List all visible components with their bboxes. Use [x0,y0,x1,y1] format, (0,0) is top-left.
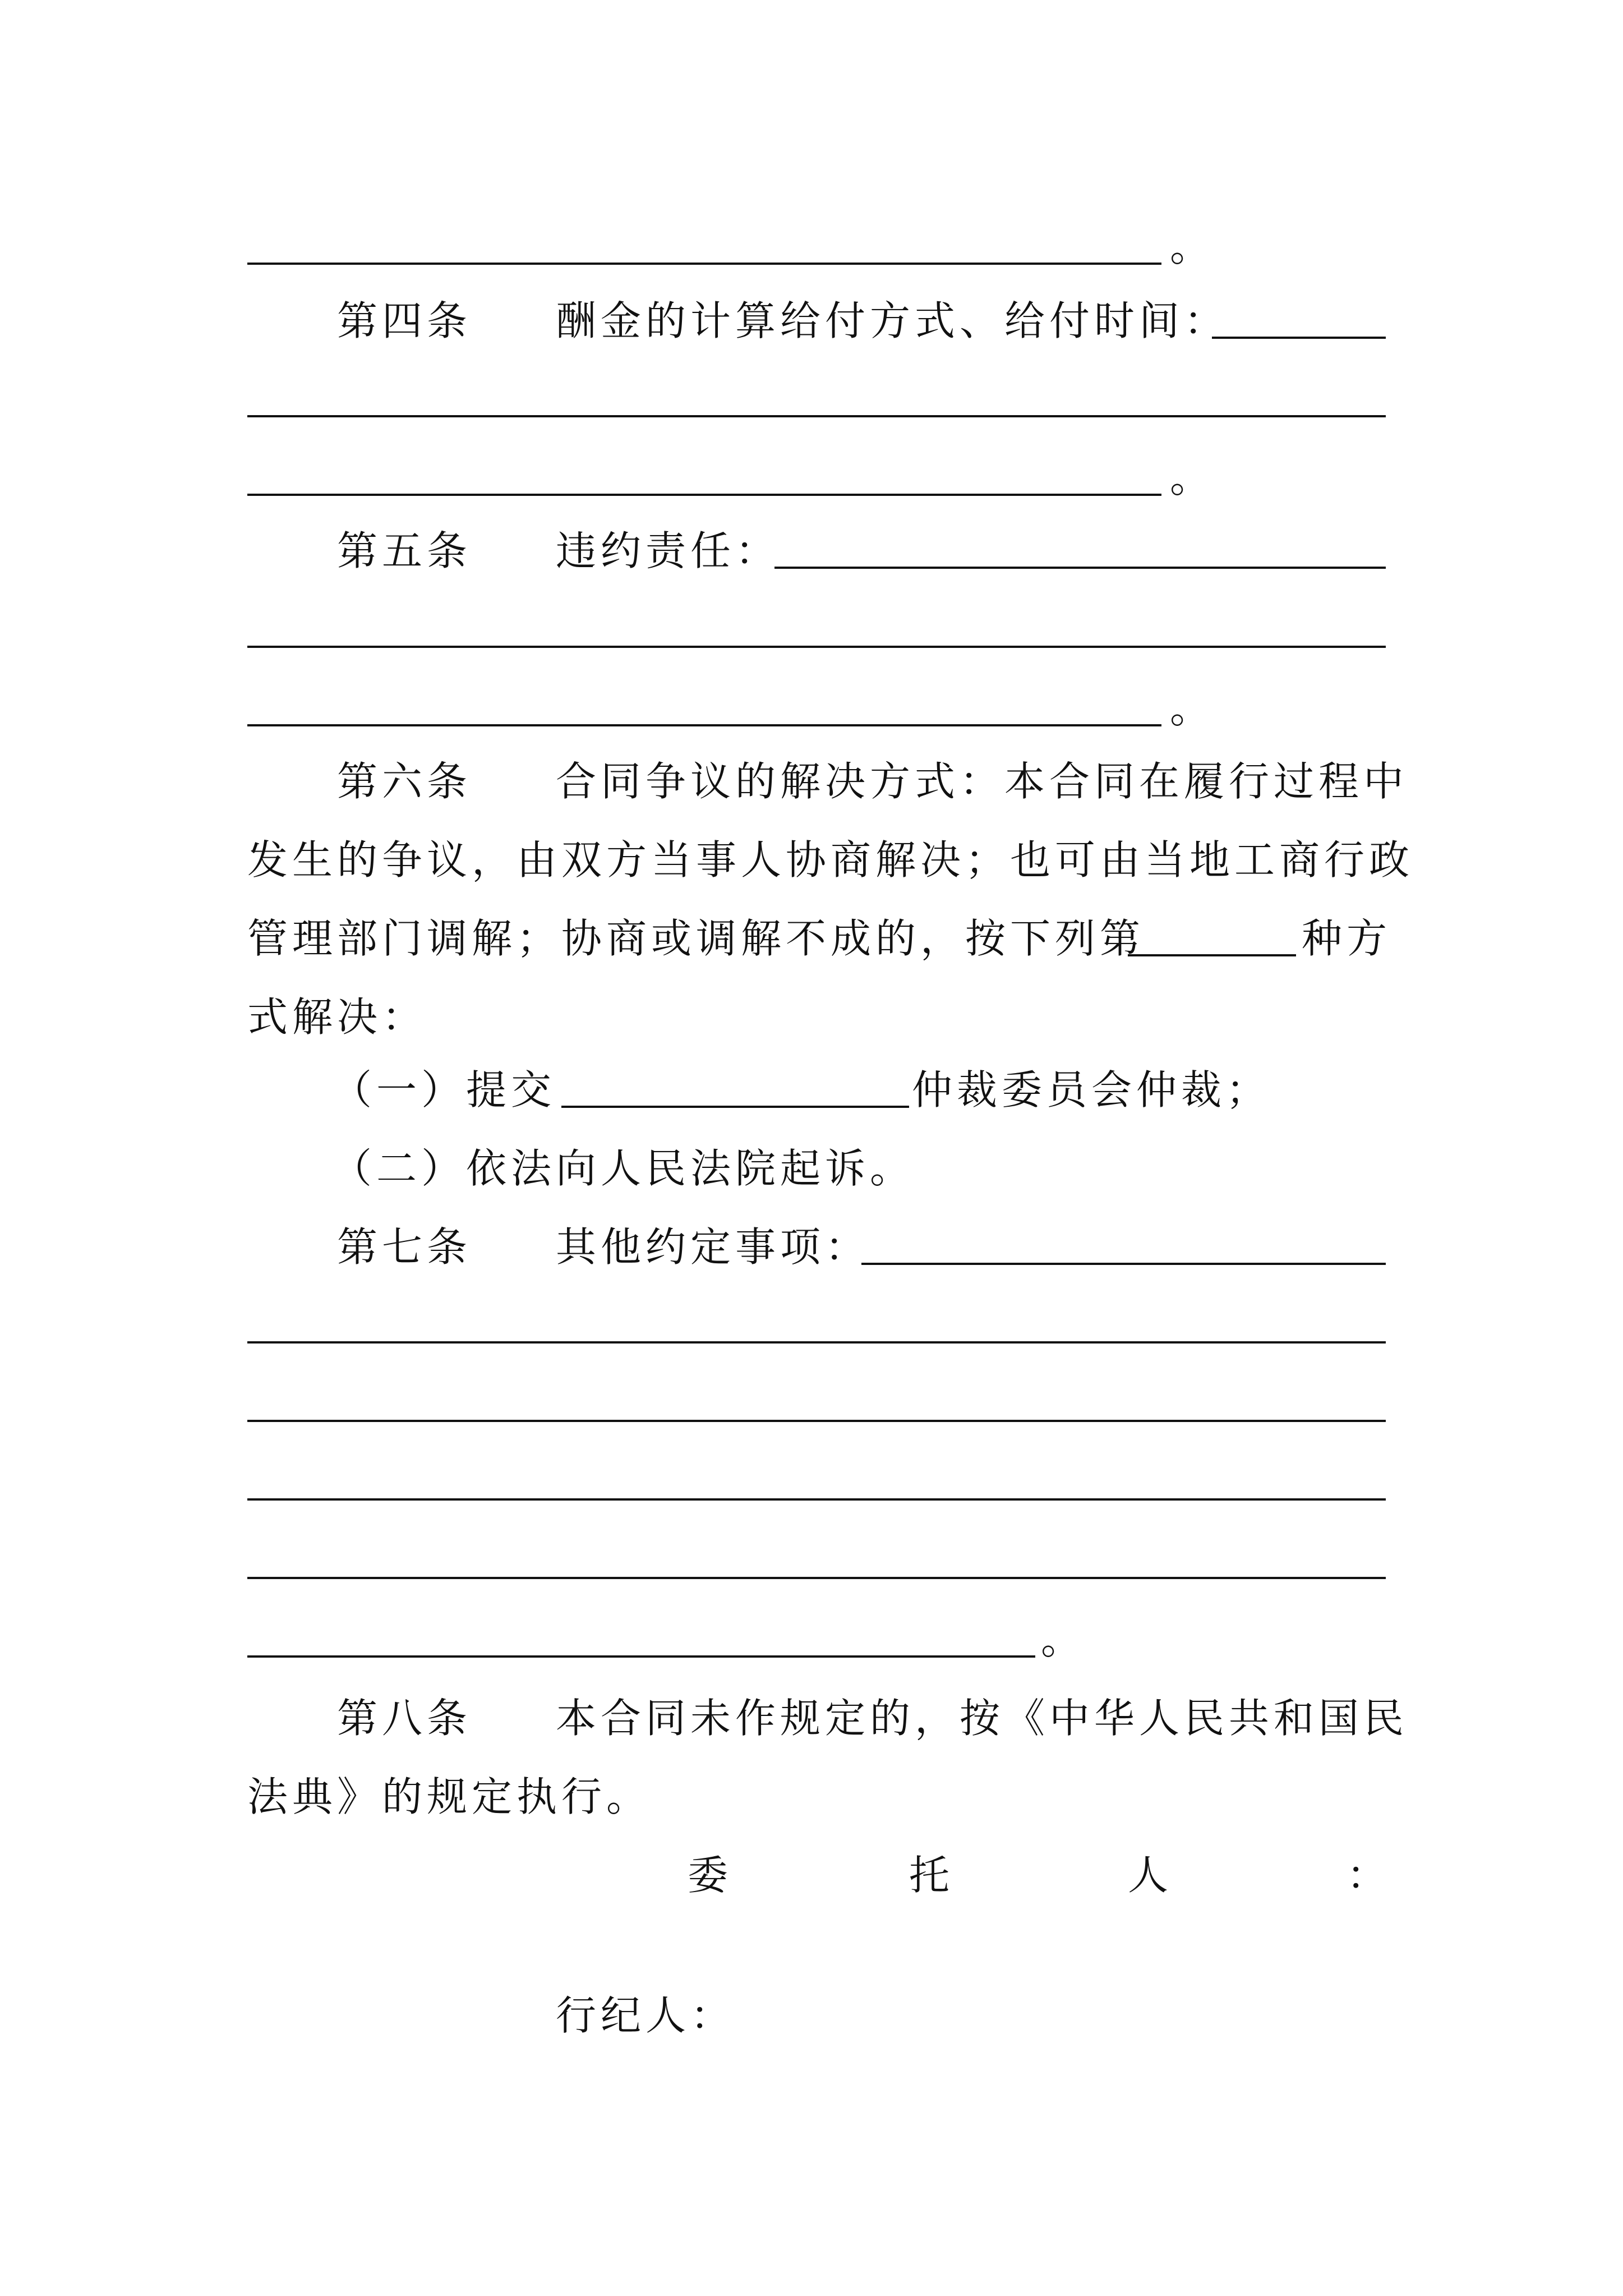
article-5-heading [247,517,1386,585]
article-8-text [247,1763,1386,1830]
blank-line [247,596,1386,664]
fill-in-blank[interactable] [561,1106,909,1108]
option-1-suffix: 仲裁委员会仲裁； [912,1066,1271,1114]
article-6-text [247,826,1414,894]
article-7-heading [247,1213,1386,1281]
fill-in-blank[interactable] [247,1577,1386,1579]
article-8-heading [247,1685,1409,1752]
article-6-label: 第六条 [337,758,472,805]
fill-in-blank[interactable] [247,1655,1035,1658]
fill-in-blank[interactable] [247,1498,1386,1501]
article-6-text-line-4: 式解决： [247,993,427,1041]
article-6-text-line-3: 管理部门调解；协商或调解不成的，按下列第 [247,915,1145,962]
blank-line [247,1449,1386,1516]
period: 。 [1170,685,1211,732]
article-4-heading [247,287,1386,355]
fill-in-blank[interactable] [247,646,1386,648]
article-8-label: 第八条 [337,1695,472,1742]
fill-in-blank[interactable] [247,1420,1386,1422]
article-7-title: 其他约定事项： [556,1223,870,1271]
client-label-char: 托 [909,1852,955,1899]
broker-label: 行纪人： [556,1992,736,2039]
article-6-heading [247,748,1409,815]
article-8-text-line-1: 本合同未作规定的，按《中华人民共和国民 [556,1695,1409,1742]
signature-broker [247,1982,1386,2049]
article-6-text [247,983,1386,1051]
article-6-text-line-3-end: 种方 [1302,915,1392,962]
fill-in-blank[interactable] [247,415,1386,417]
blank-line [247,675,1386,742]
blank-line [247,213,1386,280]
article-8-text-line-2: 法典》的规定执行。 [247,1773,652,1820]
fill-in-blank[interactable] [247,263,1161,265]
signature-client [247,1842,1392,1909]
option-1-prefix: （一）提交 [331,1066,556,1114]
client-label-colon: ： [1347,1852,1392,1899]
fill-in-blank[interactable] [861,1263,1386,1265]
blank-line [247,1606,1386,1673]
article-4-label: 第四条 [337,297,472,344]
fill-in-blank[interactable] [247,724,1161,726]
blank-line [247,444,1386,512]
blank-line [247,1370,1386,1438]
fill-in-blank[interactable] [1212,337,1386,339]
period: 。 [1041,1616,1082,1663]
article-4-title: 酬金的计算给付方式、给付时间： [556,297,1229,344]
fill-in-blank[interactable] [247,1341,1386,1343]
article-6-option-1 [247,1056,1386,1124]
option-2-text: （二）依法向人民法院起诉。 [331,1145,915,1192]
blank-line [247,366,1386,433]
article-6-text-line-2: 发生的争议，由双方当事人协商解决；也可由当地工商行政 [247,836,1414,884]
period: 。 [1170,454,1211,501]
blank-line [247,1527,1386,1595]
article-5-label: 第五条 [337,527,472,574]
client-label-char: 委 [688,1852,733,1899]
client-label-char: 人 [1128,1852,1173,1899]
period: 。 [1170,223,1211,270]
article-5-title: 违约责任： [556,527,781,574]
blank-line [247,1292,1386,1359]
fill-in-blank[interactable] [247,494,1161,496]
article-7-label: 第七条 [337,1223,472,1271]
fill-in-blank[interactable] [1128,954,1296,956]
article-6-text-line-1: 合同争议的解决方式：本合同在履行过程中 [556,758,1409,805]
article-6-text [247,905,1392,972]
fill-in-blank[interactable] [774,567,1386,569]
article-6-option-2 [247,1135,1386,1202]
